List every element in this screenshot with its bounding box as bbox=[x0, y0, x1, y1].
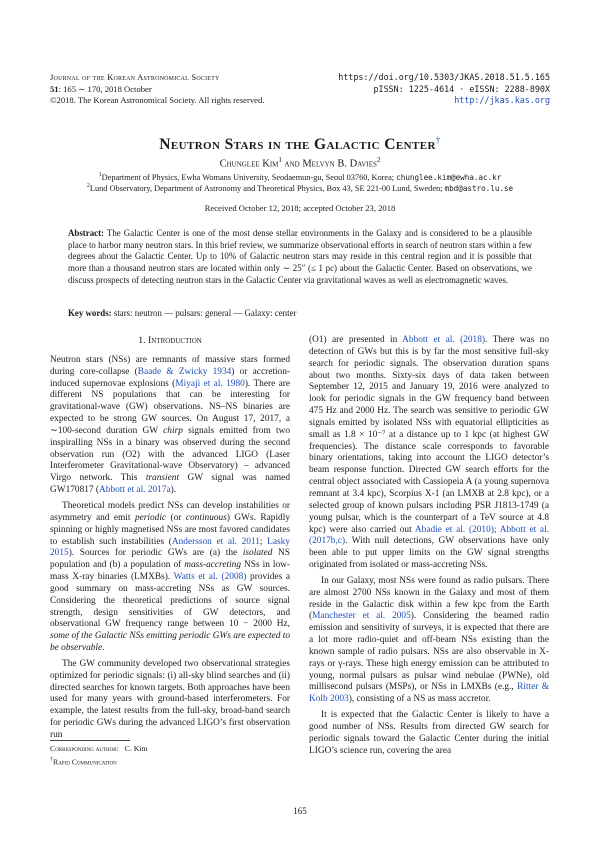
text-run: . bbox=[102, 643, 105, 654]
text-run: provides a good summary on mass-accreting NSs as GW sources. Considering the theoretical predictions of source signal strength, design sensitivities of GW detectors, and observational GW frequency range between 10 − 2000 Hz, bbox=[50, 572, 291, 630]
paragraph-3 bbox=[50, 659, 290, 742]
affiliation-1-text: Department of Physics, Ewha Womans University, Seodaemun-gu, Seoul 03760, Korea; bbox=[101, 172, 397, 182]
citation-link[interactable]: Abadie et al. (2010) bbox=[414, 524, 494, 535]
text-run: ), consisting of a NS as mass accretor. bbox=[348, 694, 491, 705]
emphasis: mass-accreting bbox=[184, 560, 242, 571]
abstract bbox=[68, 228, 532, 287]
affiliation-2-mark: 2 bbox=[86, 183, 90, 189]
corresponding-author-label: Corresponding author: bbox=[50, 744, 119, 753]
author-1-affil-mark: 1 bbox=[278, 156, 282, 164]
paragraph-6 bbox=[309, 710, 549, 757]
emphasis: periodic bbox=[134, 512, 167, 523]
text-run: (O1) are presented in bbox=[309, 335, 403, 345]
citation-link[interactable]: Miyaji et al. 1980 bbox=[175, 378, 245, 389]
text-run: . There was no detection of GWs but this is by far the most sensitive full-sky search for periodic signals. The observation duration spans about two months. Sixty-six days of data taken between September 12, 2015 and January 19, 2016 were analyzed to look for periodic signals in the GW frequency band between 475 Hz and 2000 Hz. The search was sensitive to periodic GW signals emitted by isolated NSs with equatorial ellipticities as small as 1.8 × 10⁻⁷ at a distance up to 1 kpc (at highest GW frequencies). The distance scale corresponds to favorable binary orientations, taking into account the LIGO detector’s beam response function. Directed GW search efforts for the central object associated with Cassiopeia A (a young supernova remnant at 3.4 kpc), Scorpius X-1 (an LMXB at 2.8 kpc), or a selected group of known pulsars including PSR J1813-1749 (a young pulsar, which is the counterpart of a TeV source at 4.8 kpc) were also carried out bbox=[309, 335, 550, 535]
citation-link[interactable]: Manchester et al. 2005 bbox=[312, 611, 411, 622]
citation-link[interactable]: Abbott et al. (2018) bbox=[402, 335, 486, 345]
text-run: GW signal was named GW170817 ( bbox=[50, 473, 290, 496]
citation-link[interactable]: Abbott et al. 2017a bbox=[99, 485, 171, 496]
text-run: The GW community developed two observational strategies optimized for periodic signals: (i) all-sky blind searches and (ii) directed searches for known targets. Both approaches have been used for many years with ground-based interferometers. For example, the latest results from the full-sky, broad-band search for periodic GWs during the advanced LIGO’s first observation run bbox=[50, 658, 290, 740]
journal-url-link[interactable]: http://jkas.kas.org bbox=[454, 95, 550, 106]
text-run: ; bbox=[259, 536, 268, 547]
emphasis: chirp bbox=[163, 425, 183, 436]
paper-title-text: Neutron Stars in the Galactic Center bbox=[159, 136, 436, 154]
page-number: 165 bbox=[293, 806, 307, 816]
text-run: ). bbox=[170, 485, 177, 496]
keywords bbox=[68, 308, 532, 318]
paragraph-2 bbox=[50, 501, 290, 655]
page-range: : 165 ∼ 170, 2018 October bbox=[58, 83, 152, 94]
abstract-text: The Galactic Center is one of the most dense stellar environments in the Galaxy and is considered to be a plausible place to harbor many neutron stars. In this brief review, we summarize observational efforts in search of neutron stars within a few degrees about the Galactic Center. Up to 10% of Galactic neutron stars may reside in this central region and it is possible that more than a thousand neutron stars are located within only ∼ 25″ (≤ 1 pc) about the Galactic Center. Based on observations, we discuss prospects of detecting neutron stars in the Galactic Center via gravitational waves as well as electromagnetic waves. bbox=[68, 228, 532, 285]
text-run: . With null detections, GW observations have only been able to put upper limits on the GW signal strengths originated from isolated or mass-accreting NSs. bbox=[309, 536, 549, 571]
paragraph-4 bbox=[309, 335, 549, 572]
text-run: NSs in low-mass X-ray binaries (LMXBs). bbox=[50, 560, 290, 583]
email-1[interactable]: chunglee.kim@ewha.ac.kr bbox=[396, 172, 502, 182]
journal-name: Journal of the Korean Astronomical Society bbox=[50, 72, 220, 82]
issn-line: pISSN: 1225-4614 · eISSN: 2288-890X bbox=[373, 83, 550, 94]
citation-link[interactable]: Lasky 2015 bbox=[50, 536, 291, 559]
author-line bbox=[0, 156, 600, 170]
affiliation-2 bbox=[0, 181, 600, 194]
affiliation-1-mark: 1 bbox=[98, 172, 102, 178]
journal-header bbox=[50, 72, 264, 107]
text-run: Neutron stars (NSs) are remnants of massive stars formed during core-collapse ( bbox=[50, 354, 290, 377]
author-2-affil-mark: 2 bbox=[376, 156, 381, 164]
text-run: ). Sources for periodic GWs are (a) the bbox=[68, 548, 243, 559]
rapid-communication-label: Rapid Communication bbox=[53, 757, 117, 767]
left-column bbox=[50, 335, 290, 746]
doi-link[interactable]: https://doi.org/10.5303/JKAS.2018.51.5.165 bbox=[338, 72, 550, 82]
author-1: Chunglee Kim bbox=[219, 158, 279, 170]
text-run: In our Galaxy, most NSs were found as radio pulsars. There are almost 2700 NSs known in the Galaxy and most of them reside in the Galactic disk within a few kpc from the Earth ( bbox=[309, 575, 549, 622]
received-dates: Received October 12, 2018; accepted October 23, 2018 bbox=[204, 203, 396, 213]
copyright-line: ©2018. The Korean Astronomical Society. All rights reserved. bbox=[50, 95, 265, 106]
emphasis: continuous bbox=[185, 512, 227, 523]
citation-link[interactable]: Abbott et al. (2017b,c) bbox=[309, 524, 550, 547]
citation-link[interactable]: Andersson et al. 2011 bbox=[171, 536, 260, 547]
emphasis: transient bbox=[145, 473, 180, 484]
citation-link[interactable]: Baade & Zwicky 1934 bbox=[137, 366, 232, 377]
footnote-rule bbox=[50, 740, 130, 741]
author-and: and bbox=[281, 158, 303, 170]
corresponding-author-name: C. Kim bbox=[124, 744, 148, 753]
email-2[interactable]: mbd@astro.lu.se bbox=[444, 183, 514, 193]
text-run: signals emitted from two inspiralling NSs in a binary was observed during the second observation run (O2) with the advanced LIGO (Laser Interferometer Gravitational-wave Observatory) – advanced Virgo network. This bbox=[50, 425, 290, 484]
paper-title bbox=[0, 135, 600, 154]
volume-line bbox=[50, 84, 264, 96]
text-run: (or bbox=[166, 512, 186, 523]
text-run: It is expected that the Galactic Center is likely to have a good number of NSs. Results from directed GW search for periodic signals toward the Galactic Center during the initial LIGO’s science run, covering the area bbox=[309, 710, 549, 756]
rapid-communication-note bbox=[50, 755, 148, 768]
footnotes bbox=[50, 744, 148, 768]
volume-number: 51 bbox=[50, 83, 59, 94]
text-run: ) GWs. Rapidly spinning or highly magnetised NSs are most favored candidates to establish such instabilities ( bbox=[50, 512, 290, 547]
doi-header bbox=[338, 72, 550, 107]
corresponding-author-note bbox=[50, 744, 148, 755]
text-run: Theoretical models predict NSs can develop instabilities or asymmetry and emit bbox=[50, 500, 290, 523]
citation-link[interactable]: Watts et al. (2008) bbox=[173, 572, 247, 583]
title-footnote-mark[interactable]: † bbox=[435, 135, 441, 145]
text-run: ). There are different NS populations that can be interesting for gravitational-wave (GW) observations. NS–NS binaries are expected to be strong GW sources. On August 17, 2017, a ∼100-second duration GW bbox=[50, 378, 291, 436]
text-run: ) or accretion-induced supernovae explosions ( bbox=[50, 366, 290, 389]
text-run: NS population and (b) a population of bbox=[50, 548, 290, 571]
abstract-label: Abstract: bbox=[68, 228, 104, 238]
section-heading-introduction: 1. Introduction bbox=[138, 335, 202, 346]
emphasis: isolated bbox=[242, 548, 273, 559]
citation-link[interactable]: Ritter & Kolb 2003 bbox=[309, 682, 549, 705]
emphasis: some of the Galactic NSs emitting periodic GWs are expected to be observable bbox=[50, 631, 290, 654]
author-2: Melvyn B. Davies bbox=[302, 158, 377, 170]
text-run: ; bbox=[493, 524, 500, 535]
paragraph-5 bbox=[309, 576, 549, 706]
text-run: ). Considering the beamed radio emission and sensitivity of surveys, it is expected that there are a lot more radio-quiet and off-beam NSs existing than the known sample of radio pulsars. NSs are also observable in X-rays or γ-rays. These high energy emission can be attributed to young, normal pulsars as pulsar wind nebulae (PWNe), old millisecond pulsars (MSPs), or NSs in LMXBs (e.g., bbox=[309, 611, 549, 693]
affiliation-2-text: Lund Observatory, Department of Astronomy and Theoretical Physics, Box 43, SE 221-00 Lund, Sweden; bbox=[89, 183, 445, 193]
keywords-text: stars: neutron — pulsars: general — Galaxy: center bbox=[111, 308, 297, 318]
footnote-mark: † bbox=[50, 756, 53, 763]
paragraph-1 bbox=[50, 355, 290, 497]
keywords-label: Key words: bbox=[68, 308, 112, 318]
right-column bbox=[309, 335, 549, 762]
